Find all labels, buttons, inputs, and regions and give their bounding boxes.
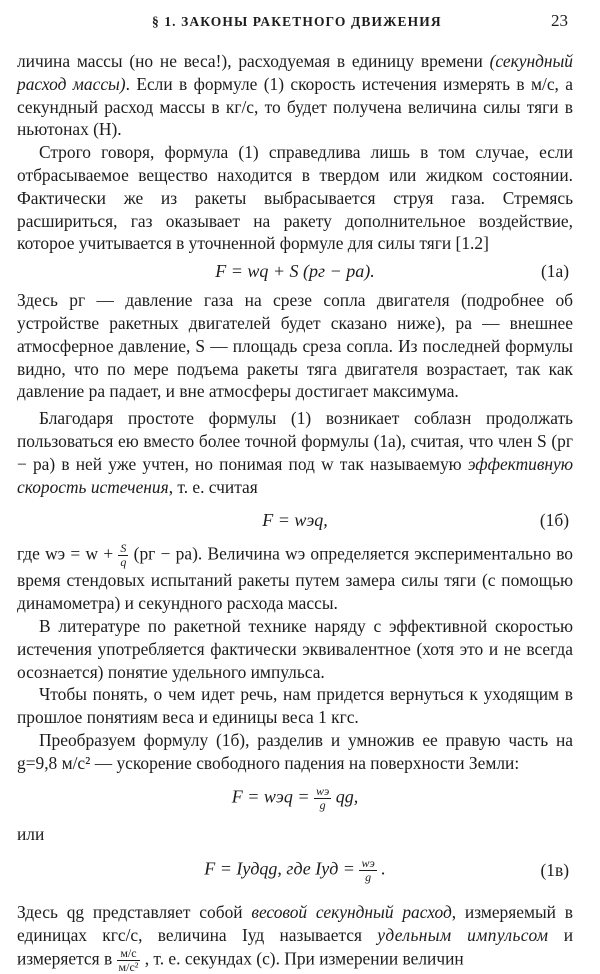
equation-number: (1в)	[540, 860, 569, 881]
paragraph-7: Чтобы понять, о чем идет речь, нам придется вернуться к уходящим в прошлое понятиям веса и единицы веса 1 кгс.	[17, 684, 573, 728]
emphasis-term: (секундный расход массы)	[17, 51, 573, 94]
equation-formula: F = wэq,	[262, 510, 328, 531]
equation-formula: F = Iудqg, где Iуд = $\frac{wэ}{g}$ .	[204, 856, 386, 885]
equation-1a	[17, 255, 573, 289]
paragraph-8: Преобразуем формулу (1б), разделив и умножив ее правую часть на g=9,8 м/с² — ускорение свободного падения на поверхности Земли:	[17, 729, 573, 773]
equation-g	[17, 775, 573, 823]
chapter-title: § 1. ЗАКОНЫ РАКЕТНОГО ДВИЖЕНИЯ	[152, 14, 442, 29]
paragraph-4: Благодаря простоте формулы (1) возникает соблазн продолжать пользоваться ею вместо более точной формулы (1а), считая, что член S (pг − pа) в ней уже учтен, но понимая под w так называемую эффективную скорость истечения, т. е. считая	[17, 408, 573, 497]
paragraph-2: Строго говоря, формула (1) справедлива лишь в том случае, если отбрасываемое вещество находится в твердом или жидком состоянии. Фактически же из ракеты выбрасывается струя газа. Стремясь расшириться, газ оказывает на ракету дополнительное воздействие, которое учитывается в уточненной формуле для силы тяги [1.2]	[17, 142, 573, 254]
equation-formula: F = wq + S (pг − pа).	[215, 261, 375, 282]
equation-number: (1б)	[539, 510, 569, 531]
equation-1b	[17, 498, 573, 542]
emphasis-term: весовой секундный расход	[251, 902, 452, 923]
paragraph-5: где wэ = w + $\frac{S}{q}$ (pг − pа). Величина wэ определяется экспериментально во время стендовых испытаний ракеты путем замера силы тяги (с помощью динамометра) и секундного расхода массы.	[17, 541, 573, 614]
paragraph-9: Здесь qg представляет собой весовой секундный расход, измеряемый в единицах кгс/с, величина Iуд называется удельным импульсом и измеряется в $\frac{м/с}{\text{м/с²}}$ , т. е. секундах (с). При измерении величин	[17, 902, 574, 974]
paragraph-1: личина массы (но не веса!), расходуемая в единицу времени (секундный расход массы). Если в формуле (1) скорость истечения измерять в м/с, а секундный расход массы в кг/с, то будет получена величина силы тяги в ньютонах (Н).	[17, 51, 574, 140]
page-body	[17, 50, 573, 974]
fraction: $\frac{S}{q}$	[120, 541, 127, 570]
equation-formula: F = wэq = $\frac{wэ}{g}$ qg,	[231, 783, 359, 812]
fraction: $\frac{wэ}{g}$	[315, 783, 330, 812]
connector-word: или	[17, 823, 45, 844]
emphasis-term: эффективную скорость истечения	[17, 453, 573, 497]
running-header	[0, 10, 600, 34]
equation-number: (1а)	[541, 261, 569, 282]
emphasis-term: удельным импульсом	[377, 925, 549, 946]
equation-1v	[17, 845, 573, 901]
page-number: 23	[551, 11, 568, 30]
fraction: $\frac{м/с}{\text{м/с²}}$	[118, 945, 139, 974]
paragraph-6: В литературе по ракетной технике наряду с эффективной скоростью истечения употребляется фактически эквивалентное (хотя это и не всегда осознается) понятие удельного импульса.	[17, 615, 573, 682]
fraction: $\frac{wэ}{g}$	[361, 856, 375, 885]
paragraph-3: Здесь pг — давление газа на срезе сопла двигателя (подробнее об устройстве ракетных двигателей будет сказано ниже), pа — внешнее атмосферное давление, S — площадь среза сопла. Из последней формулы видно, что по мере подъема ракеты тяга двигателя возрастает, так как давление pа падает, и вне атмосферы достигает максимума.	[17, 290, 573, 402]
